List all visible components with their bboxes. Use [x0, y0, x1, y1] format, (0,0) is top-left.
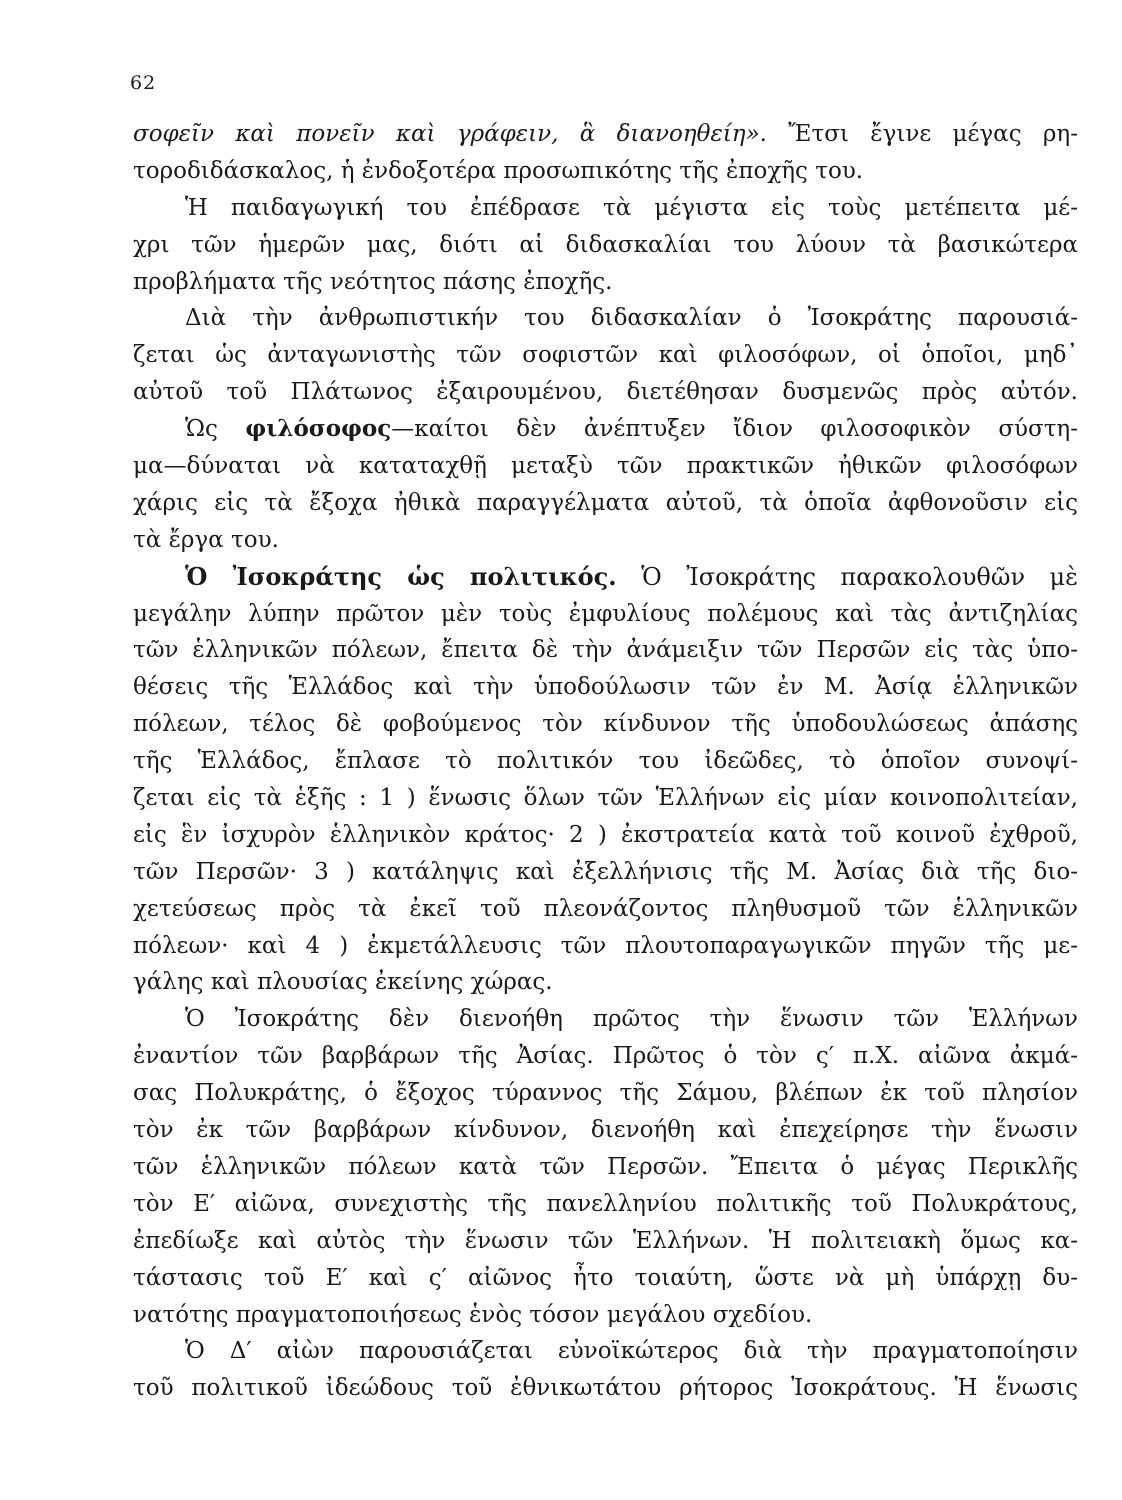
text-line: τῶν ἑλληνικῶν πόλεων, ἔπειτα δὲ τὴν ἀνάμειξιν τῶν Περσῶν εἰς τὰς ὑπο- — [133, 637, 1078, 664]
text-line: τὸν ἐκ τῶν βαρβάρων κίνδυνον, διενοήθη καὶ ἐπεχείρησε τὴν ἕνωσιν — [133, 1117, 1078, 1144]
text-line: ἐναντίον τῶν βαρβάρων τῆς Ἀσίας. Πρῶτος ὁ τὸν ς′ π.Χ. αἰῶνα ἀκμά- — [133, 1043, 1078, 1070]
text-line: τῆς Ἑλλάδος, ἔπλασε τὸ πολιτικόν του ἰδεῶδες, τὸ ὁποῖον συνοψί- — [133, 748, 1078, 775]
text-line: θέσεις τῆς Ἑλλάδος καὶ τὴν ὑποδούλωσιν τῶν ἐν Μ. Ἀσίᾳ ἑλληνικῶν — [133, 674, 1078, 701]
text-line: ζεται εἰς τὰ ἑξῆς : 1 ) ἕνωσις ὅλων τῶν Ἑλλήνων εἰς μίαν κοινοπολιτείαν, — [133, 785, 1078, 812]
line-text: —καίτοι δὲν ἀνέπτυξεν ἴδιον φιλοσοφικὸν σύστη- — [391, 416, 1078, 443]
text-line — [133, 116, 1078, 153]
text-line: αὐτοῦ τοῦ Πλάτωνος ἐξαιρουμένου, διετέθησαν δυσμενῶς πρὸς αὐτόν. — [133, 379, 1078, 406]
paragraph-start: Ὁ Ἰσοκράτης δὲν διενοήθη πρῶτος τὴν ἕνωσιν τῶν Ἑλλήνων — [185, 1006, 1078, 1033]
text-line: χάρις εἰς τὰ ἔξοχα ἠθικὰ παραγγέλματα αὐτοῦ, τὰ ὁποῖα ἀφθονοῦσιν εἰς — [133, 489, 1078, 516]
text-line: τῶν ἑλληνικῶν πόλεων κατὰ τῶν Περσῶν. Ἔπειτα ὁ μέγας Περικλῆς — [133, 1153, 1078, 1180]
paragraph-start: Διὰ τὴν ἀνθρωπιστικήν του διδασκαλίαν ὁ Ἰσοκράτης παρουσιά- — [185, 305, 1078, 332]
text-line: πόλεων, τέλος δὲ φοβούμενος τὸν κίνδυνον τῆς ὑποδουλώσεως ἁπάσης — [133, 711, 1078, 738]
text-line: τῶν Περσῶν· 3 ) κατάληψις καὶ ἐξελλήνισις τῆς Μ. Ἀσίας διὰ τῆς διο- — [133, 858, 1078, 885]
text-line: σας Πολυκράτης, ὁ ἔξοχος τύραννος τῆς Σάμου, βλέπων ἐκ τοῦ πλησίον — [133, 1080, 1078, 1107]
text-line: πόλεων· καὶ 4 ) ἐκμετάλλευσις τῶν πλουτοπαραγωγικῶν πηγῶν τῆς με- — [133, 932, 1078, 959]
section-heading-line — [133, 559, 1078, 596]
line-text: Ὁ Ἰσοκράτης παρακολουθῶν μὲ — [616, 562, 1078, 591]
text-line: χρι τῶν ἡμερῶν μας, διότι αἱ διδασκαλίαι του λύουν τὰ βασικώτερα — [133, 231, 1078, 258]
paragraph-start — [133, 411, 1078, 448]
text-line: τάστασις τοῦ Ε′ καὶ ς′ αἰῶνος ἦτο τοιαύτη, ὥστε νὰ μὴ ὑπάρχῃ δυ- — [133, 1264, 1078, 1291]
page-number: 62 — [130, 72, 157, 94]
text-line: νατότης πραγματοποιήσεως ἑνὸς τόσον μεγάλου σχεδίου. — [133, 1301, 813, 1328]
text-line: μεγάλην λύπην πρῶτον μὲν τοὺς ἐμφυλίους πολέμους καὶ τὰς ἀντιζηλίας — [133, 600, 1078, 627]
section-heading: Ὁ Ἰσοκράτης ὡς πολιτικός. — [185, 561, 617, 591]
bold-term-philosopher: φιλόσοφος — [245, 415, 392, 443]
text-line: ζεται ὡς ἀνταγωνιστὴς τῶν σοφιστῶν καὶ φιλοσόφων, οἱ ὁποῖοι, μηδ᾽ — [133, 342, 1078, 369]
italic-quote-end: σοφεῖν καὶ πονεῖν καὶ γράφειν, ἃ διανοηθείη». — [133, 121, 767, 147]
text-line: τὸν Ε′ αἰῶνα, συνεχιστὴς τῆς πανελληνίου πολιτικῆς τοῦ Πολυκράτους, — [133, 1190, 1078, 1217]
text-line: προβλήματα τῆς νεότητος πάσης ἐποχῆς. — [133, 268, 613, 295]
line-text: Ὡς — [185, 416, 246, 443]
paragraph-start: Ὁ Δ′ αἰὼν παρουσιάζεται εὐνοϊκώτερος διὰ τὴν πραγματοποίησιν — [185, 1338, 1078, 1365]
text-line: ἐπεδίωξε καὶ αὐτὸς τὴν ἕνωσιν τῶν Ἑλλήνων. Ἡ πολιτειακὴ ὅμως κα- — [133, 1227, 1078, 1254]
text-line: τοροδιδάσκαλος, ἡ ἐνδοξοτέρα προσωπικότης τῆς ἐποχῆς του. — [133, 157, 864, 184]
body-text — [133, 116, 1078, 1407]
line-text: Ἔτσι ἔγινε μέγας ρη- — [766, 121, 1078, 147]
text-line: εἰς ἓν ἰσχυρὸν ἑλληνικὸν κράτος· 2 ) ἐκστρατεία κατὰ τοῦ κοινοῦ ἐχθροῦ, — [133, 821, 1078, 848]
text-line: χετεύσεως πρὸς τὰ ἐκεῖ τοῦ πλεονάζοντος πληθυσμοῦ τῶν ἑλληνικῶν — [133, 895, 1078, 922]
text-line: τοῦ πολιτικοῦ ἰδεώδους τοῦ ἐθνικωτάτου ρήτορος Ἰσοκράτους. Ἡ ἕνωσις — [133, 1375, 1078, 1402]
text-line: τὰ ἔργα του. — [133, 526, 279, 553]
paragraph-start: Ἡ παιδαγωγική του ἐπέδρασε τὰ μέγιστα εἰς τοὺς μετέπειτα μέ- — [185, 194, 1078, 221]
text-line: γάλης καὶ πλουσίας ἐκείνης χώρας. — [133, 969, 553, 996]
text-line: μα—δύναται νὰ καταταχθῇ μεταξὺ τῶν πρακτικῶν ἠθικῶν φιλοσόφων — [133, 453, 1078, 480]
